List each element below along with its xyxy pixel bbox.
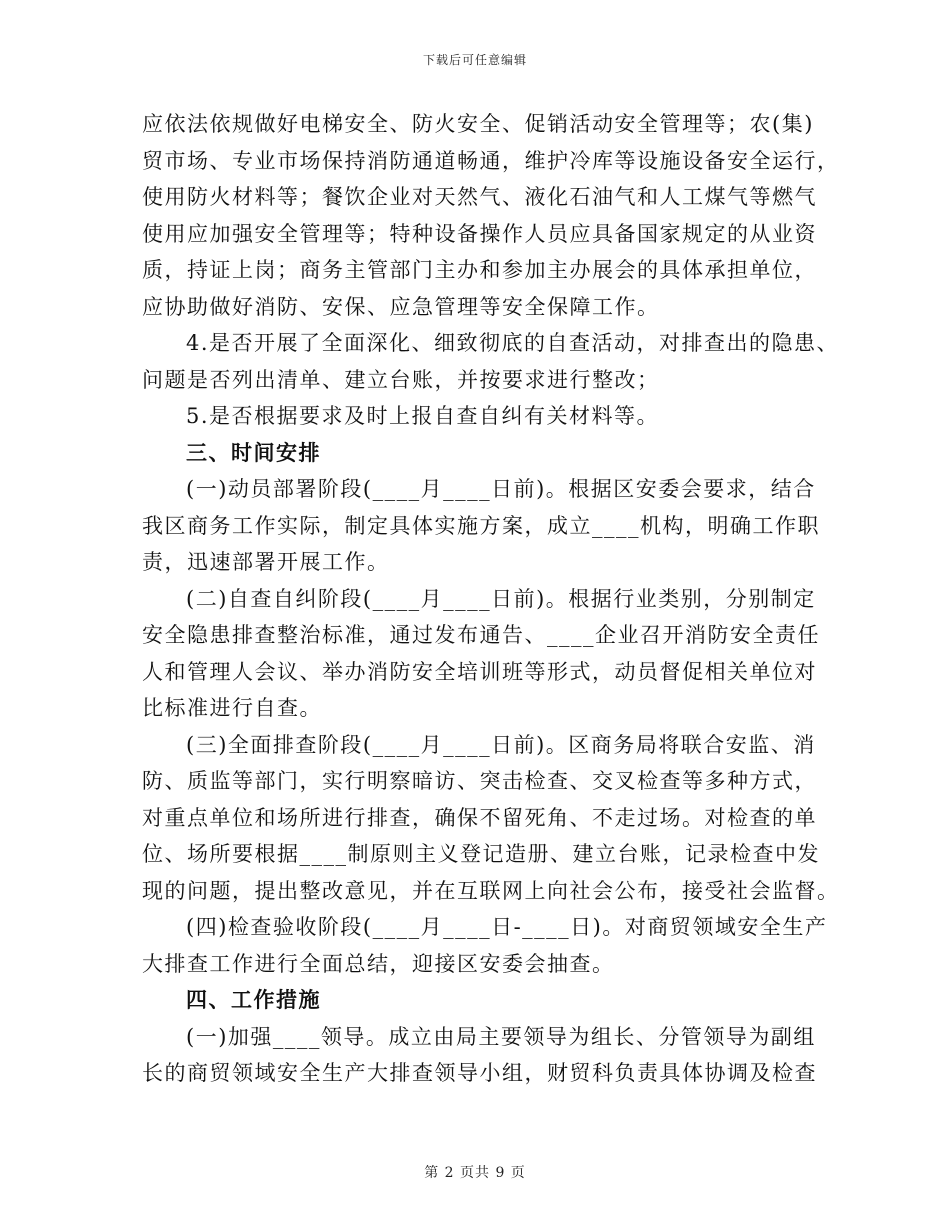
body-line: 人和管理人会议、举办消防安全培训班等形式，动员督促相关单位对 bbox=[142, 659, 817, 684]
body-line: 应协助做好消防、安保、应急管理等安全保障工作。 bbox=[142, 294, 660, 319]
body-line: (一)加强____领导。成立由局主要领导为组长、分管领导为副组 bbox=[186, 1024, 816, 1049]
body-line: 使用防火材料等；餐饮企业对天然气、液化石油气和人工煤气等燃气 bbox=[142, 185, 817, 209]
body-line: 使用应加强安全管理等；特种设备操作人员应具备国家规定的从业资 bbox=[142, 221, 817, 246]
body-line: (一)动员部署阶段(____月____日前)。根据区安委会要求，结合 bbox=[186, 477, 816, 501]
body-line: 问题是否列出清单、建立台账，并按要求进行整改； bbox=[142, 367, 660, 392]
section-heading-schedule: 三、时间安排 bbox=[186, 439, 321, 465]
page-header: 下载后可任意编辑 bbox=[422, 53, 527, 67]
body-line: (三)全面排查阶段(____月____日前)。区商务局将联合安监、消 bbox=[186, 732, 816, 757]
body-line: 长的商贸领域安全生产大排查领导小组，财贸科负责具体协调及检查 bbox=[142, 1061, 817, 1085]
body-line: 贸市场、专业市场保持消防通道畅通，维护冷库等设施设备安全运行， bbox=[142, 148, 840, 173]
body-line: 我区商务工作实际，制定具体实施方案，成立____机构，明确工作职 bbox=[142, 513, 820, 538]
body-line: 应依法依规做好电梯安全、防火安全、促销活动安全管理等；农(集) bbox=[142, 112, 814, 136]
body-line: 防、质监等部门，实行明察暗访、突击检查、交叉检查等多种方式， bbox=[142, 769, 817, 793]
body-line: 位、场所要根据____制原则主义登记造册、建立台账，记录检查中发 bbox=[142, 842, 820, 866]
body-line: 安全隐患排查整治标准，通过发布通告、____企业召开消防安全责任 bbox=[142, 623, 820, 647]
body-line: 责，迅速部署开展工作。 bbox=[142, 550, 390, 574]
body-line: 对重点单位和场所进行排查，确保不留死角、不走过场。对检查的单 bbox=[142, 805, 817, 830]
body-line: 5.是否根据要求及时上报自查自纠有关材料等。 bbox=[186, 404, 660, 428]
body-line: (四)检查验收阶段(____月____日-____日)。对商贸领域安全生产 bbox=[186, 915, 828, 939]
body-line: 4.是否开展了全面深化、细致彻底的自查活动，对排查出的隐患、 bbox=[186, 331, 840, 355]
body-line: 大排查工作进行全面总结，迎接区安委会抽查。 bbox=[142, 951, 615, 976]
page-footer: 第 2 页共 9 页 bbox=[424, 1165, 526, 1181]
body-line: (二)自查自纠阶段(____月____日前)。根据行业类别，分别制定 bbox=[186, 586, 816, 611]
section-heading-measures: 四、工作措施 bbox=[186, 987, 321, 1012]
body-line: 质，持证上岗；商务主管部门主办和参加主办展会的具体承担单位， bbox=[142, 258, 817, 282]
document-body bbox=[142, 106, 840, 1092]
body-line: 现的问题，提出整改意见，并在互联网上向社会公布，接受社会监督。 bbox=[142, 878, 840, 903]
body-line: 比标准进行自查。 bbox=[142, 696, 322, 720]
